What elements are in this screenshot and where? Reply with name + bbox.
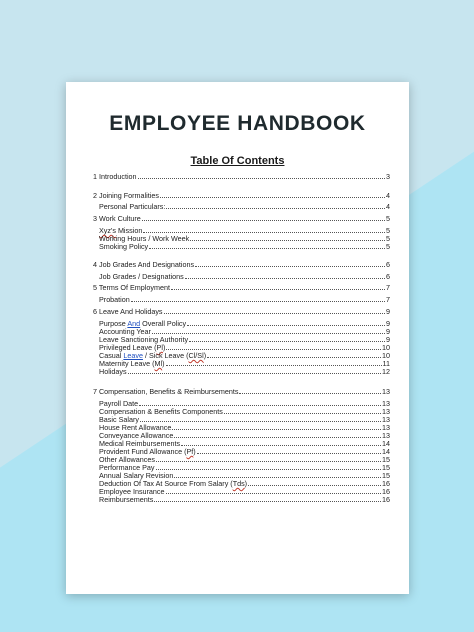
toc-leader-dots xyxy=(143,232,385,233)
toc-entry-label: 7 Compensation, Benefits & Reimbursements xyxy=(93,387,239,396)
toc-leader-dots xyxy=(174,437,381,438)
toc-entry-page-number: 7 xyxy=(386,283,390,292)
toc-entry[interactable] xyxy=(99,360,390,368)
toc-leader-dots xyxy=(224,413,381,414)
toc-entry-label: Privileged Leave (Pl) xyxy=(99,343,166,352)
toc-entry-page-number: 16 xyxy=(382,495,390,504)
toc-entry[interactable] xyxy=(99,296,390,304)
toc-leader-dots xyxy=(172,429,381,430)
toc-entry-label: Reimbursements xyxy=(99,495,154,504)
toc-entry[interactable] xyxy=(93,308,390,316)
toc-entry-page-number: 13 xyxy=(382,407,390,416)
toc-entry-page-number: 4 xyxy=(386,191,390,200)
toc-entry-page-number: 9 xyxy=(386,319,390,328)
toc-leader-dots xyxy=(181,445,381,446)
toc-entry-page-number: 15 xyxy=(382,455,390,464)
toc-entry[interactable] xyxy=(93,388,390,396)
document-title: EMPLOYEE HANDBOOK xyxy=(109,112,366,135)
toc-entry-page-number: 9 xyxy=(386,307,390,316)
toc-entry-page-number: 6 xyxy=(386,272,390,281)
toc-entry-page-number: 9 xyxy=(386,327,390,336)
toc-leader-dots xyxy=(149,248,385,249)
toc-entry-label: Purpose And Overall Policy xyxy=(99,319,187,328)
toc-entry-label: Holidays xyxy=(99,367,127,376)
toc-entry-page-number: 16 xyxy=(382,487,390,496)
toc-entry-label: Medical Reimbursements xyxy=(99,439,181,448)
toc-leader-dots xyxy=(156,461,381,462)
toc-entry-page-number: 5 xyxy=(386,214,390,223)
toc-entry-page-number: 16 xyxy=(382,479,390,488)
toc-entry-label: 4 Job Grades And Designations xyxy=(93,260,195,269)
toc-entry[interactable] xyxy=(99,368,390,376)
toc-entry-page-number: 15 xyxy=(382,463,390,472)
toc-entry-page-number: 7 xyxy=(386,295,390,304)
toc-entry[interactable] xyxy=(93,284,390,292)
toc-entry-page-number: 13 xyxy=(382,399,390,408)
toc-entry-label: Xyz's Mission xyxy=(99,226,143,235)
toc-entry[interactable] xyxy=(93,261,390,269)
toc-leader-dots xyxy=(166,365,382,366)
toc-entry-page-number: 10 xyxy=(382,343,390,352)
document-page xyxy=(66,82,409,594)
toc-leader-dots xyxy=(189,341,385,342)
toc-leader-dots xyxy=(152,333,385,334)
toc-leader-dots xyxy=(128,373,381,374)
toc-leader-dots xyxy=(239,393,381,394)
toc-entry-label: Personal Particulars: xyxy=(99,202,166,211)
toc-leader-dots xyxy=(197,453,381,454)
toc-entry-label: Accounting Year xyxy=(99,327,151,336)
toc-leader-dots xyxy=(156,469,381,470)
toc-leader-dots xyxy=(154,501,381,502)
toc-entry-page-number: 14 xyxy=(382,439,390,448)
toc-heading: Table Of Contents xyxy=(190,155,285,167)
toc-entry-label: Job Grades / Designations xyxy=(99,272,184,281)
toc-leader-dots xyxy=(139,405,381,406)
toc-leader-dots xyxy=(166,493,381,494)
toc-entry-label: Basic Salary xyxy=(99,415,139,424)
toc-leader-dots xyxy=(185,278,385,279)
toc-entry-label: Leave Sanctioning Authority xyxy=(99,335,189,344)
toc-entry[interactable] xyxy=(99,273,390,281)
toc-entry-page-number: 6 xyxy=(386,260,390,269)
toc-entry-label: 5 Terms Of Employment xyxy=(93,283,170,292)
toc-entry[interactable] xyxy=(93,192,390,200)
toc-entry-page-number: 13 xyxy=(382,387,390,396)
toc-leader-dots xyxy=(140,421,381,422)
toc-leader-dots xyxy=(142,220,385,221)
toc-leader-dots xyxy=(190,240,385,241)
toc-leader-dots xyxy=(166,208,385,209)
toc-entry-page-number: 13 xyxy=(382,423,390,432)
toc-entry-label: House Rent Allowance xyxy=(99,423,172,432)
toc-entry-label: Performance Pay xyxy=(99,463,155,472)
toc-entry-label: Maternity Leave (Ml) xyxy=(99,359,165,368)
toc-entry[interactable] xyxy=(99,203,390,211)
toc-entry-page-number: 10 xyxy=(382,351,390,360)
toc-leader-dots xyxy=(131,301,385,302)
table-of-contents xyxy=(66,82,409,594)
toc-entry-page-number: 5 xyxy=(386,242,390,251)
toc-entry-page-number: 14 xyxy=(382,447,390,456)
toc-entry-page-number: 13 xyxy=(382,431,390,440)
toc-entry-label: Annual Salary Revision xyxy=(99,471,174,480)
toc-leader-dots xyxy=(187,325,385,326)
toc-entry[interactable] xyxy=(99,408,390,416)
toc-entry-label: 1 Introduction xyxy=(93,172,137,181)
toc-leader-dots xyxy=(207,357,381,358)
toc-entry-label: Deduction Of Tax At Source From Salary (Tds) xyxy=(99,479,248,488)
toc-entry-page-number: 12 xyxy=(382,367,390,376)
toc-entry-label: Payroll Date xyxy=(99,399,139,408)
toc-entry-page-number: 5 xyxy=(386,226,390,235)
toc-entry-page-number: 3 xyxy=(386,172,390,181)
toc-entry[interactable] xyxy=(99,496,390,504)
toc-entry-page-number: 5 xyxy=(386,234,390,243)
toc-leader-dots xyxy=(248,485,381,486)
toc-entry-page-number: 15 xyxy=(382,471,390,480)
toc-entry[interactable] xyxy=(93,215,390,223)
toc-entry-page-number: 13 xyxy=(382,415,390,424)
toc-entry-label: Smoking Policy xyxy=(99,242,149,251)
toc-leader-dots xyxy=(171,289,385,290)
toc-entry-label: Compensation & Benefits Components xyxy=(99,407,223,416)
toc-entry[interactable] xyxy=(93,173,390,181)
toc-leader-dots xyxy=(160,197,385,198)
toc-entry-page-number: 4 xyxy=(386,202,390,211)
toc-entry-label: Working Hours / Work Week xyxy=(99,234,190,243)
toc-entry-label: Employee Insurance xyxy=(99,487,165,496)
toc-entry-page-number: 9 xyxy=(386,335,390,344)
toc-entry-label: Casual Leave / Sick Leave (Cl/Sl) xyxy=(99,351,207,360)
toc-leader-dots xyxy=(174,477,381,478)
toc-entry-label: Other Allowances xyxy=(99,455,155,464)
toc-leader-dots xyxy=(195,266,385,267)
toc-leader-dots xyxy=(166,349,381,350)
toc-entry-label: Conveyance Allowance xyxy=(99,431,174,440)
toc-entry-label: Probation xyxy=(99,295,130,304)
toc-leader-dots xyxy=(164,313,385,314)
toc-leader-dots xyxy=(138,178,385,179)
toc-entry-label: Provident Fund Allowance (Pf) xyxy=(99,447,196,456)
toc-entry-label: 2 Joining Formalities xyxy=(93,191,159,200)
toc-entry-label: 3 Work Culture xyxy=(93,214,141,223)
toc-entry[interactable] xyxy=(99,243,390,251)
toc-entry-page-number: 11 xyxy=(382,359,390,368)
toc-entry-label: 6 Leave And Holidays xyxy=(93,307,163,316)
